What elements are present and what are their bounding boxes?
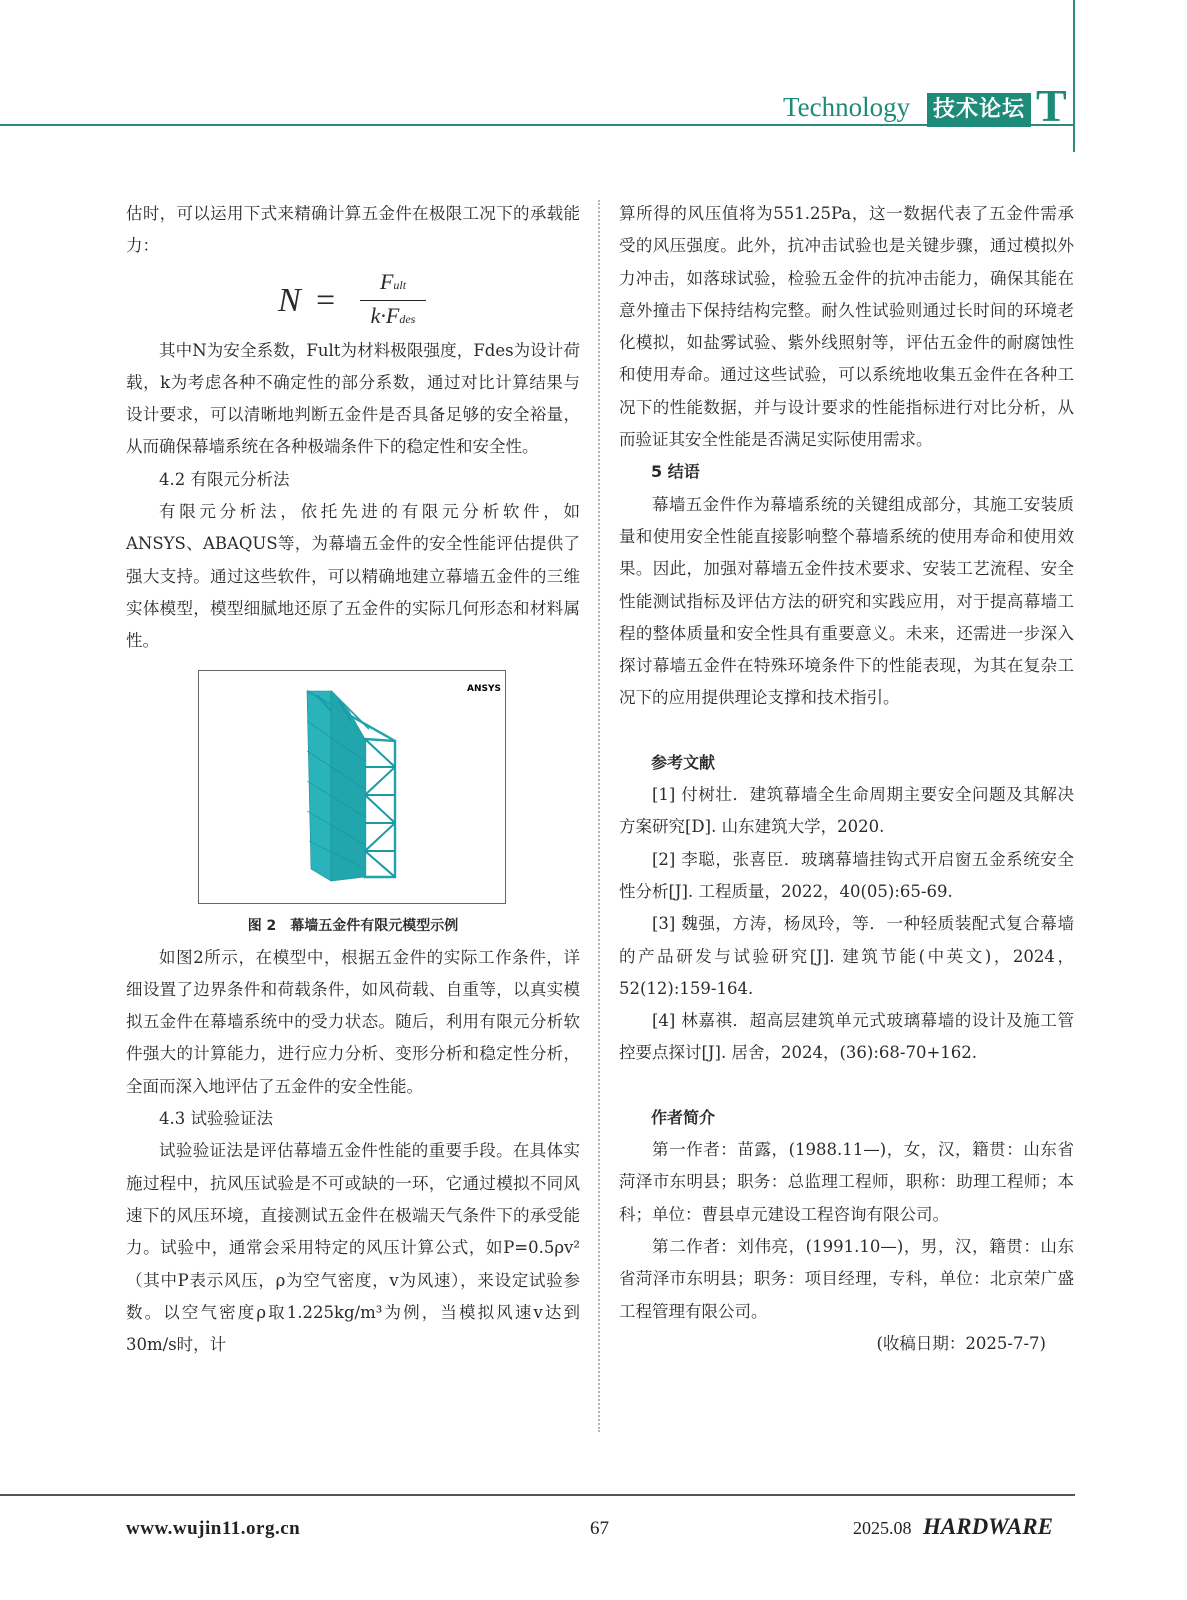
footer-rule [0, 1494, 1075, 1496]
ansys-logo: ANSYS [467, 683, 501, 694]
section-heading: 5 结语 [651, 462, 700, 482]
paragraph: 估时，可以运用下式来精确计算五金件在极限工况下的承载能力： [126, 204, 580, 256]
author-bio: 第二作者：刘伟亮，(1991.10—)，男，汉，籍贯：山东省菏泽市东明县；职务：项目经理，专科，单位：北京荣广盛工程管理有限公司。 [619, 1236, 1074, 1321]
column-divider [598, 200, 600, 1432]
paragraph: 幕墙五金件作为幕墙系统的关键组成部分，其施工安装质量和使用安全性能直接影响整个幕墙系统的使用寿命和使用效果。因此，加强对幕墙五金件技术要求、安装工艺流程、安全性能测试指标及评估方法的研究和实践应用，对于提高幕墙工程的整体质量和安全性具有重要意义。未来，还需进一步深入探讨幕墙五金件在特殊环境条件下的性能表现，为其在复杂工况下的应用提供理论支撑和技术指引。 [619, 494, 1074, 708]
section-title-en: Technology [783, 92, 911, 122]
section-title-cn: 技术论坛 [927, 93, 1031, 127]
formula-denominator: k·F [370, 302, 400, 328]
paragraph: 试验验证法是评估幕墙五金件性能的重要手段。在具体实施过程中，抗风压试验是不可或缺的一环，它通过模拟不同风速下的风压环境，直接测试五金件在极端天气条件下的承受能力。试验中，通常会采用特定的风压计算公式，如P=0.5ρv²（其中P表示风压，ρ为空气密度，v为风速），来设定试验参数。以空气密度ρ取1.225kg/m³为例，当模拟风速v达到30m/s时，计 [126, 1141, 580, 1355]
reference-item: [4] 林嘉祺．超高层建筑单元式玻璃幕墙的设计及施工管控要点探讨[J]. 居舍，2024，(36):68-70+162. [619, 1011, 1074, 1063]
page-number: 67 [590, 1518, 609, 1539]
formula-lhs: N [278, 281, 301, 319]
formula-denominator-sub: des [399, 311, 416, 326]
fea-model-image [198, 670, 506, 904]
subsection-heading: 4.2 有限元分析法 [159, 469, 290, 489]
figure-caption: 图 2 幕墙五金件有限元模型示例 [247, 917, 459, 934]
header-vertical-rule [1073, 0, 1075, 152]
section-logo-letter: T [1036, 80, 1067, 131]
author-bio: 第一作者：苗露，(1988.11—)，女，汉，籍贯：山东省菏泽市东明县；职务：总监理工程师，职称：助理工程师；本科；单位：曹县卓元建设工程咨询有限公司。 [619, 1140, 1074, 1224]
paragraph: 如图2所示，在模型中，根据五金件的实际工作条件，详细设置了边界条件和荷载条件，如风荷载、自重等，以真实模拟五金件在幕墙系统中的受力状态。随后，利用有限元分析软件强大的计算能力，进行应力分析、变形分析和稳定性分析，全面而深入地评估了五金件的安全性能。 [126, 947, 580, 1096]
magazine-name: HARDWARE [923, 1514, 1053, 1539]
references-heading: 参考文献 [651, 752, 716, 772]
reference-item: [1] 付树壮．建筑幕墙全生命周期主要安全问题及其解决方案研究[D]. 山东建筑大学，2020. [619, 785, 1074, 837]
reference-item: [3] 魏强，方涛，杨凤玲，等．一种轻质装配式复合幕墙的产品研发与试验研究[J]. 建筑节能(中英文)，2024，52(12):159-164. [619, 914, 1074, 998]
paragraph: 其中N为安全系数，Fult为材料极限强度，Fdes为设计荷载，k为考虑各种不确定性的部分系数，通过对比计算结果与设计要求，可以清晰地判断五金件是否具备足够的安全裕量，从而确保幕墙系统在各种极端条件下的稳定性和安全性。 [126, 340, 580, 457]
formula-equals: = [316, 281, 336, 319]
right-column [619, 198, 1074, 1360]
footer-website: www.wujin11.org.cn [126, 1518, 301, 1539]
formula-numerator-sub: ult [393, 277, 407, 292]
formula-fraction [360, 269, 426, 332]
figure-2 [126, 658, 580, 942]
subsection-heading: 4.3 试验验证法 [159, 1109, 273, 1129]
reference-item: [2] 李聪，张喜臣．玻璃幕墙挂钩式开启窗五金系统安全性分析[J]. 工程质量，2022，40(05):65-69. [619, 849, 1074, 901]
fea-model-illustration [199, 671, 505, 903]
left-column [126, 198, 580, 1361]
safety-factor-formula [126, 263, 580, 335]
header-rule [0, 124, 1075, 126]
issue-number: 2025.08 [853, 1518, 912, 1538]
paragraph: 算所得的风压值将为551.25Pa，这一数据代表了五金件需承受的风压强度。此外，抗冲击试验也是关键步骤，通过模拟外力冲击，如落球试验，检验五金件的抗冲击能力，确保其能在意外撞击下保持结构完整。耐久性试验则通过长时间的环境老化模拟，如盐雾试验、紫外线照射等，评估五金件的耐腐蚀性和使用寿命。通过这些试验，可以系统地收集五金件在各种工况下的性能数据，并与设计要求的性能指标进行对比分析，从而验证其安全性能是否满足实际使用需求。 [619, 204, 1074, 450]
received-date: (收稿日期：2025-7-7) [876, 1333, 1046, 1353]
author-bio-heading: 作者简介 [651, 1107, 716, 1127]
formula-numerator: F [379, 268, 394, 294]
paragraph: 有限元分析法，依托先进的有限元分析软件，如ANSYS、ABAQUS等，为幕墙五金件的安全性能评估提供了强大支持。通过这些软件，可以精确地建立幕墙五金件的三维实体模型，模型细腻地还原了五金件的实际几何形态和材料属性。 [126, 502, 580, 651]
